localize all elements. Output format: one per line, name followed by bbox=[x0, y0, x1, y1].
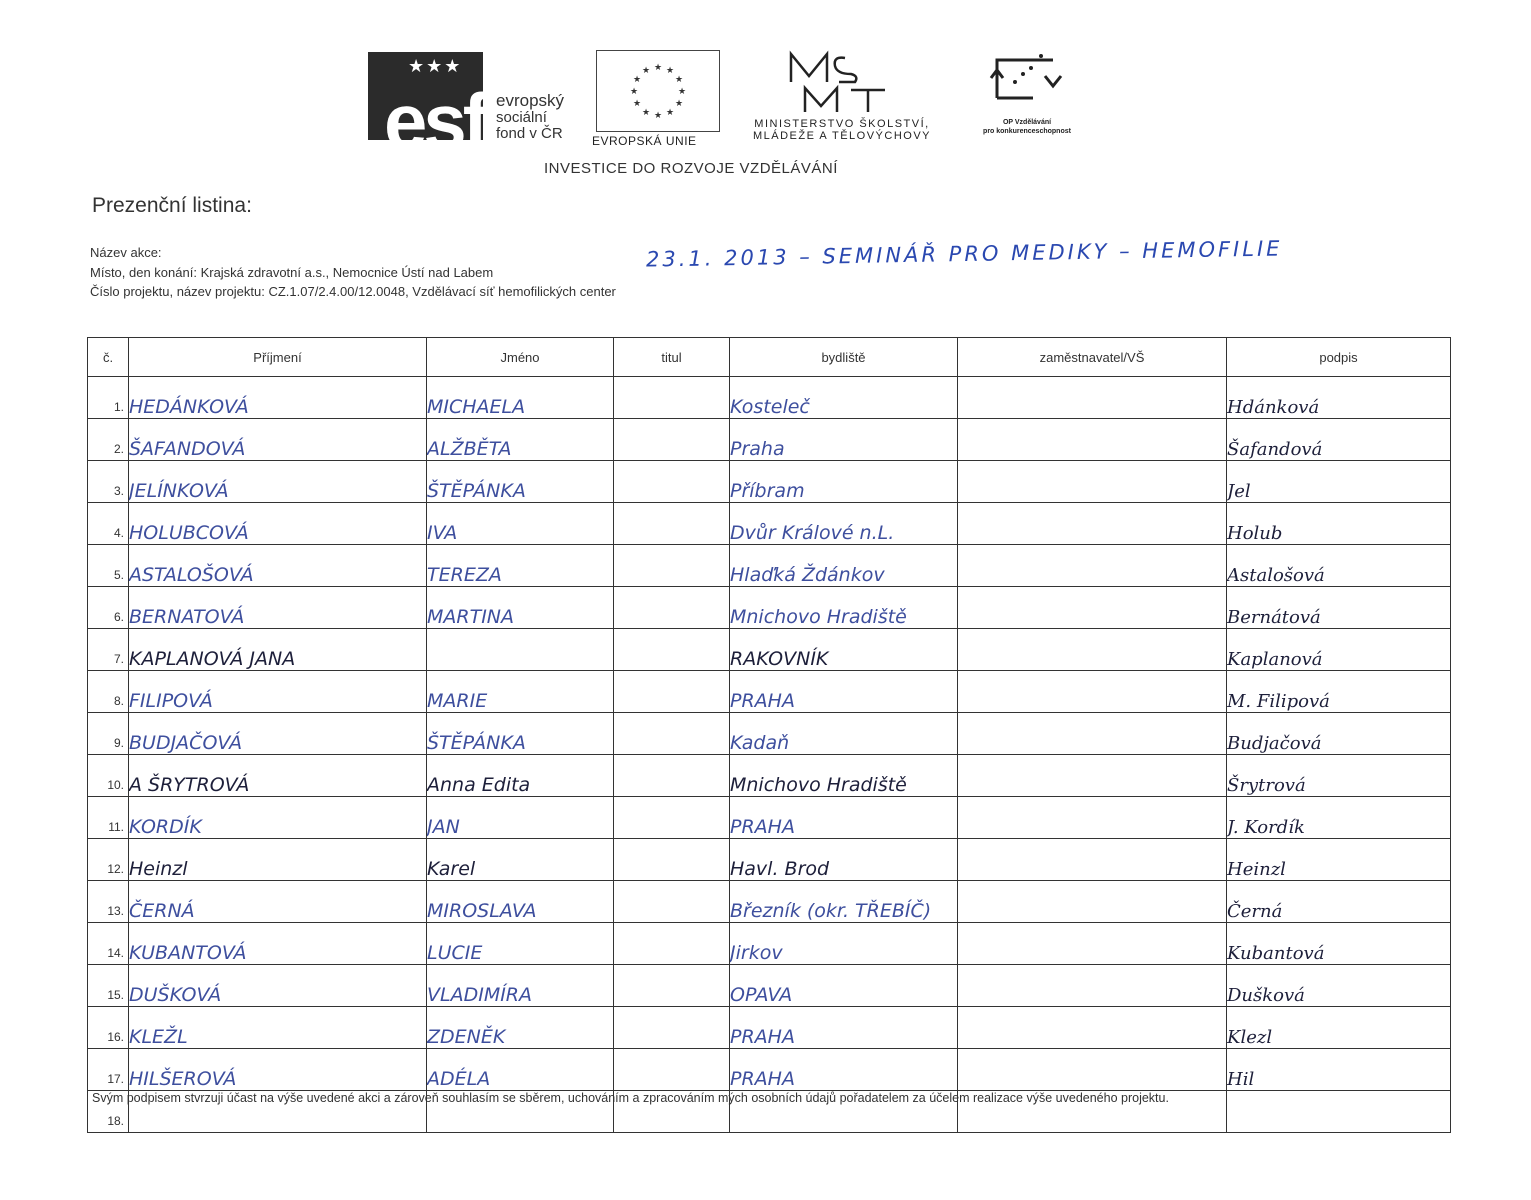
surname-cell: ČERNÁ bbox=[129, 881, 427, 923]
row-number: 3. bbox=[88, 461, 129, 503]
surname-cell: DUŠKOVÁ bbox=[129, 965, 427, 1007]
project-info: Číslo projektu, název projektu: CZ.1.07/2.4.00/12.0048, Vzdělávací síť hemofilických center bbox=[90, 284, 616, 299]
first-name-cell: IVA bbox=[427, 503, 614, 545]
svg-text:★: ★ bbox=[629, 87, 639, 97]
title-cell bbox=[614, 629, 730, 671]
header-number: č. bbox=[88, 338, 129, 377]
surname-cell: Heinzl bbox=[129, 839, 427, 881]
msmt-line-2: MLÁDEŽE A TĚLOVÝCHOVY bbox=[752, 130, 931, 143]
header-surname: Příjmení bbox=[129, 338, 427, 377]
title-cell bbox=[614, 377, 730, 419]
signature-cell: Dušková bbox=[1227, 965, 1451, 1007]
row-number: 11. bbox=[88, 797, 129, 839]
event-meta bbox=[90, 243, 616, 302]
header-title: titul bbox=[614, 338, 730, 377]
table-row bbox=[88, 545, 1451, 587]
table-row bbox=[88, 839, 1451, 881]
title-cell bbox=[614, 1049, 730, 1091]
row-number: 2. bbox=[88, 419, 129, 461]
first-name-cell: TEREZA bbox=[427, 545, 614, 587]
svg-text:★: ★ bbox=[665, 66, 675, 76]
table-body bbox=[88, 377, 1451, 1133]
employer-cell bbox=[958, 545, 1227, 587]
employer-cell bbox=[958, 923, 1227, 965]
employer-cell bbox=[958, 839, 1227, 881]
table-row bbox=[88, 923, 1451, 965]
title-cell bbox=[614, 839, 730, 881]
surname-cell: JELÍNKOVÁ bbox=[129, 461, 427, 503]
surname-cell: HEDÁNKOVÁ bbox=[129, 377, 427, 419]
svg-text:★: ★ bbox=[677, 87, 687, 97]
employer-cell bbox=[958, 671, 1227, 713]
signature-cell: Heinzl bbox=[1227, 839, 1451, 881]
esf-stars-icon: ★★★ bbox=[408, 56, 463, 76]
eu-stars-icon bbox=[623, 61, 693, 121]
signature-cell: Holub bbox=[1227, 503, 1451, 545]
svg-text:★: ★ bbox=[653, 63, 663, 73]
first-name-cell: Karel bbox=[427, 839, 614, 881]
residence-cell: Dvůr Králové n.L. bbox=[730, 503, 958, 545]
title-cell bbox=[614, 671, 730, 713]
surname-cell: BUDJAČOVÁ bbox=[129, 713, 427, 755]
residence-cell: Praha bbox=[730, 419, 958, 461]
row-number: 10. bbox=[88, 755, 129, 797]
tagline: INVESTICE DO ROZVOJE VZDĚLÁVÁNÍ bbox=[544, 160, 838, 177]
surname-cell: BERNATOVÁ bbox=[129, 587, 427, 629]
signature-cell: Šafandová bbox=[1227, 419, 1451, 461]
employer-cell bbox=[958, 1049, 1227, 1091]
title-cell bbox=[614, 965, 730, 1007]
employer-cell bbox=[958, 629, 1227, 671]
table-row bbox=[88, 587, 1451, 629]
signature-cell: Kaplanová bbox=[1227, 629, 1451, 671]
residence-cell: Mnichovo Hradiště bbox=[730, 587, 958, 629]
row-number: 13. bbox=[88, 881, 129, 923]
residence-cell: Kosteleč bbox=[730, 377, 958, 419]
first-name-cell: JAN bbox=[427, 797, 614, 839]
esf-logo bbox=[368, 52, 485, 165]
row-number: 18. bbox=[88, 1091, 129, 1133]
surname-cell: FILIPOVÁ bbox=[129, 671, 427, 713]
op-line-2: pro konkurenceschopnost bbox=[983, 128, 1071, 136]
row-number: 12. bbox=[88, 839, 129, 881]
row-number: 4. bbox=[88, 503, 129, 545]
page-title: Prezenční listina: bbox=[92, 194, 252, 217]
consent-footer: Svým podpisem stvrzuji účast na výše uvedené akci a zároveň souhlasím se sběrem, uchováním a zpracováním mých osobních údajů pořadatelem za účelem realizace výše uvedeného projektu. bbox=[92, 1091, 1169, 1105]
table-row bbox=[88, 755, 1451, 797]
table-row bbox=[88, 881, 1451, 923]
title-cell bbox=[614, 419, 730, 461]
residence-cell: Havl. Brod bbox=[730, 839, 958, 881]
esf-line-1: evropský bbox=[496, 91, 565, 110]
row-number: 14. bbox=[88, 923, 129, 965]
row-number: 8. bbox=[88, 671, 129, 713]
first-name-cell: LUCIE bbox=[427, 923, 614, 965]
svg-text:★: ★ bbox=[665, 108, 675, 118]
first-name-cell: MIROSLAVA bbox=[427, 881, 614, 923]
row-number: 15. bbox=[88, 965, 129, 1007]
svg-text:★: ★ bbox=[641, 66, 651, 76]
msmt-logo-icon bbox=[785, 46, 895, 116]
residence-cell: PRAHA bbox=[730, 797, 958, 839]
first-name-cell: VLADIMÍRA bbox=[427, 965, 614, 1007]
table-row bbox=[88, 713, 1451, 755]
first-name-cell: MARTINA bbox=[427, 587, 614, 629]
residence-cell: Jirkov bbox=[730, 923, 958, 965]
eu-label: EVROPSKÁ UNIE bbox=[592, 134, 697, 148]
esf-line-2: sociální bbox=[496, 108, 547, 126]
title-cell bbox=[614, 461, 730, 503]
signature-cell: Šrytrová bbox=[1227, 755, 1451, 797]
handwritten-event-note: 23.1. 2013 – SEMINÁŘ PRO MEDIKY – HEMOFILIE bbox=[645, 236, 1283, 272]
surname-cell: KORDÍK bbox=[129, 797, 427, 839]
table-row bbox=[88, 1049, 1451, 1091]
employer-cell bbox=[958, 881, 1227, 923]
table-row bbox=[88, 629, 1451, 671]
signature-cell: M. Filipová bbox=[1227, 671, 1451, 713]
residence-cell: PRAHA bbox=[730, 1049, 958, 1091]
residence-cell: Hlaďká Ždánkov bbox=[730, 545, 958, 587]
title-cell bbox=[614, 755, 730, 797]
signature-cell: Klezl bbox=[1227, 1007, 1451, 1049]
title-cell bbox=[614, 545, 730, 587]
surname-cell: ASTALOŠOVÁ bbox=[129, 545, 427, 587]
title-cell bbox=[614, 881, 730, 923]
signature-cell: Černá bbox=[1227, 881, 1451, 923]
table-row bbox=[88, 461, 1451, 503]
row-number: 17. bbox=[88, 1049, 129, 1091]
first-name-cell: ZDENĚK bbox=[427, 1007, 614, 1049]
op-line-1: OP Vzdělávání bbox=[1002, 119, 1052, 126]
first-name-cell bbox=[427, 629, 614, 671]
msmt-label bbox=[732, 118, 952, 142]
svg-text:★: ★ bbox=[653, 111, 663, 121]
table-row bbox=[88, 503, 1451, 545]
surname-cell: ŠAFANDOVÁ bbox=[129, 419, 427, 461]
op-logo-icon bbox=[985, 48, 1075, 112]
residence-cell: OPAVA bbox=[730, 965, 958, 1007]
svg-text:★: ★ bbox=[632, 75, 642, 85]
row-number: 6. bbox=[88, 587, 129, 629]
residence-cell: PRAHA bbox=[730, 671, 958, 713]
row-number: 5. bbox=[88, 545, 129, 587]
residence-cell: PRAHA bbox=[730, 1007, 958, 1049]
row-number: 7. bbox=[88, 629, 129, 671]
residence-cell: Kadaň bbox=[730, 713, 958, 755]
op-label bbox=[952, 118, 1102, 136]
table-row bbox=[88, 377, 1451, 419]
title-cell bbox=[614, 713, 730, 755]
signature-cell: Astalošová bbox=[1227, 545, 1451, 587]
header-residence: bydliště bbox=[730, 338, 958, 377]
title-cell bbox=[614, 797, 730, 839]
employer-cell bbox=[958, 587, 1227, 629]
title-cell bbox=[614, 923, 730, 965]
event-name-label: Název akce: bbox=[90, 245, 162, 260]
first-name-cell: MICHAELA bbox=[427, 377, 614, 419]
header-first-name: Jméno bbox=[427, 338, 614, 377]
title-cell bbox=[614, 587, 730, 629]
table-row bbox=[88, 1007, 1451, 1049]
esf-mark: esf bbox=[384, 77, 485, 165]
esf-line-3: fond v ČR bbox=[496, 124, 563, 142]
residence-cell: RAKOVNÍK bbox=[730, 629, 958, 671]
signature-cell: Hdánková bbox=[1227, 377, 1451, 419]
msmt-line-1: MINISTERSTVO ŠKOLSTVÍ, bbox=[754, 118, 930, 130]
eu-flag-icon bbox=[596, 50, 720, 132]
header-signature: podpis bbox=[1227, 338, 1451, 377]
employer-cell bbox=[958, 377, 1227, 419]
table-header-row bbox=[88, 338, 1451, 377]
first-name-cell: ŠTĚPÁNKA bbox=[427, 713, 614, 755]
event-place-date: Místo, den konání: Krajská zdravotní a.s., Nemocnice Ústí nad Labem bbox=[90, 264, 494, 280]
signature-cell: Budjačová bbox=[1227, 713, 1451, 755]
employer-cell bbox=[958, 965, 1227, 1007]
first-name-cell: ŠTĚPÁNKA bbox=[427, 461, 614, 503]
table-row bbox=[88, 965, 1451, 1007]
surname-cell: KAPLANOVÁ JANA bbox=[129, 629, 427, 671]
table-row bbox=[88, 671, 1451, 713]
row-number: 16. bbox=[88, 1007, 129, 1049]
attendance-table bbox=[87, 337, 1451, 1133]
table-row bbox=[88, 797, 1451, 839]
svg-text:★: ★ bbox=[632, 99, 642, 109]
employer-cell bbox=[958, 755, 1227, 797]
first-name-cell: ALŽBĚTA bbox=[427, 419, 614, 461]
employer-cell bbox=[958, 1007, 1227, 1049]
row-number: 1. bbox=[88, 377, 129, 419]
first-name-cell: Anna Edita bbox=[427, 755, 614, 797]
signature-cell: Hil bbox=[1227, 1049, 1451, 1091]
residence-cell: Březník (okr. TŘEBÍČ) bbox=[730, 881, 958, 923]
row-number: 9. bbox=[88, 713, 129, 755]
residence-cell: Příbram bbox=[730, 461, 958, 503]
svg-text:★: ★ bbox=[674, 75, 684, 85]
employer-cell bbox=[958, 713, 1227, 755]
employer-cell bbox=[958, 461, 1227, 503]
surname-cell: HILŠEROVÁ bbox=[129, 1049, 427, 1091]
surname-cell: KLEŽL bbox=[129, 1007, 427, 1049]
surname-cell: A ŠRYTROVÁ bbox=[129, 755, 427, 797]
esf-caption bbox=[496, 92, 564, 141]
first-name-cell: MARIE bbox=[427, 671, 614, 713]
signature-cell: Jel bbox=[1227, 461, 1451, 503]
signature-cell: J. Kordík bbox=[1227, 797, 1451, 839]
residence-cell: Mnichovo Hradiště bbox=[730, 755, 958, 797]
table-row bbox=[88, 419, 1451, 461]
title-cell bbox=[614, 503, 730, 545]
employer-cell bbox=[958, 797, 1227, 839]
employer-cell bbox=[958, 419, 1227, 461]
signature-cell: Kubantová bbox=[1227, 923, 1451, 965]
svg-text:★: ★ bbox=[674, 99, 684, 109]
surname-cell: HOLUBCOVÁ bbox=[129, 503, 427, 545]
header-employer: zaměstnavatel/VŠ bbox=[958, 338, 1227, 377]
svg-text:★: ★ bbox=[641, 108, 651, 118]
employer-cell bbox=[958, 503, 1227, 545]
signature-cell: Bernátová bbox=[1227, 587, 1451, 629]
surname-cell: KUBANTOVÁ bbox=[129, 923, 427, 965]
first-name-cell: ADÉLA bbox=[427, 1049, 614, 1091]
title-cell bbox=[614, 1007, 730, 1049]
